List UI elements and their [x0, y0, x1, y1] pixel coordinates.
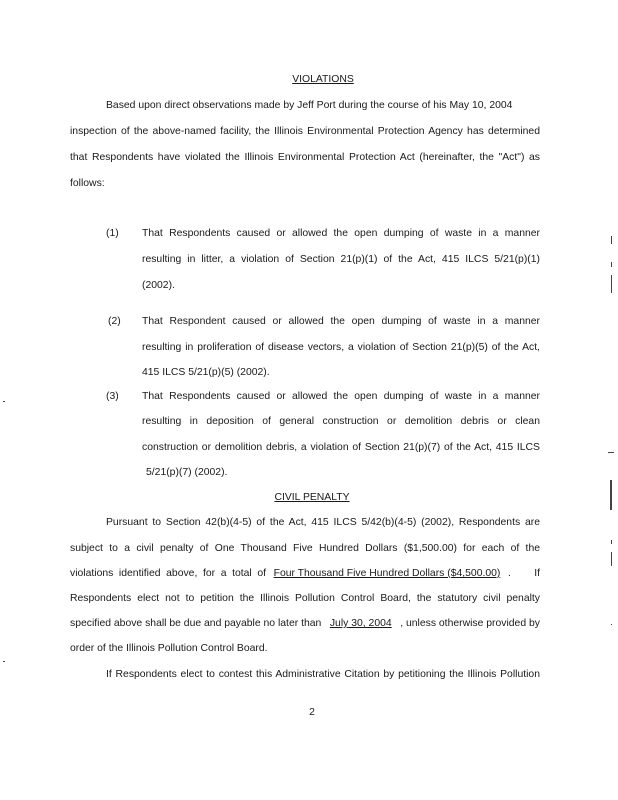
violation-item-3-line-2: resulting in deposition of general construction or demolition debris or clean [142, 416, 540, 427]
scan-artifact-mark [611, 236, 612, 244]
intro-line-4: follows: [70, 178, 105, 189]
scan-artifact-mark [611, 262, 612, 267]
violation-item-3-number: (3) [106, 391, 119, 402]
violation-item-1-line-3: (2002). [142, 280, 175, 291]
violation-item-3-line-1: That Respondents caused or allowed the open dumping of waste in a manner [142, 391, 540, 402]
intro-line-3: that Respondents have violated the Illinois Environmental Protection Act (hereinafter, the "Act") as [70, 152, 540, 163]
civil-penalty-line-4: Respondents elect not to petition the Illinois Pollution Control Board, the statutory civil penalty [70, 593, 540, 604]
scan-artifact-mark [3, 661, 5, 662]
scan-artifact-mark [608, 452, 614, 453]
violation-item-2-line-2: resulting in proliferation of disease vectors, a violation of Section 21(p)(5) of the Act, [142, 342, 540, 353]
civil-penalty-line-6: order of the Illinois Pollution Control Board. [70, 643, 268, 654]
violation-item-2-number: (2) [108, 316, 121, 327]
intro-line-2: inspection of the above-named facility, the Illinois Environmental Protection Agency has determined [70, 126, 540, 137]
civil-penalty-line-7: If Respondents elect to contest this Administrative Citation by petitioning the Illinois Pollution [106, 669, 540, 680]
page-number: 2 [309, 707, 315, 718]
civil-penalty-line-3-suffix: . If [507, 568, 540, 579]
scan-artifact-mark [611, 540, 612, 544]
scan-artifact-mark [610, 480, 612, 510]
scan-artifact-mark [611, 275, 612, 293]
scan-artifact-mark [611, 624, 612, 625]
intro-line-1: Based upon direct observations made by Jeff Port during the course of his May 10, 2004 [106, 100, 513, 111]
violations-heading: VIOLATIONS [292, 74, 354, 85]
civil-penalty-line-5 [70, 617, 540, 630]
civil-penalty-line-5-prefix: specified above shall be due and payable no later than [70, 618, 322, 629]
civil-penalty-line-3-prefix: violations identified above, for a total of [70, 568, 266, 579]
civil-penalty-line-3 [70, 567, 540, 580]
violation-item-1-number: (1) [106, 228, 119, 239]
violation-item-3-line-4: 5/21(p)(7) (2002). [146, 467, 228, 478]
violation-item-2-line-1: That Respondent caused or allowed the open dumping of waste in a manner [142, 316, 540, 327]
scan-artifact-mark [611, 552, 612, 566]
violation-item-1-line-2: resulting in litter, a violation of Section 21(p)(1) of the Act, 415 ILCS 5/21(p)(1) [142, 254, 540, 265]
civil-penalty-line-1: Pursuant to Section 42(b)(4-5) of the Act, 415 ILCS 5/42(b)(4-5) (2002), Respondents are [106, 517, 540, 528]
violation-item-1-line-1: That Respondents caused or allowed the open dumping of waste in a manner [142, 228, 540, 239]
violation-item-2-line-3: 415 ILCS 5/21(p)(5) (2002). [142, 367, 270, 378]
civil-penalty-line-2: subject to a civil penalty of One Thousand Five Hundred Dollars ($1,500.00) for each of the [70, 543, 540, 554]
civil-penalty-line-5-suffix: , unless otherwise provided by [400, 618, 540, 629]
violation-item-3-line-3: construction or demolition debris, a violation of Section 21(p)(7) of the Act, 415 ILCS [142, 442, 540, 453]
scan-artifact-mark [3, 401, 5, 402]
total-penalty-amount: Four Thousand Five Hundred Dollars ($4,500.00) [273, 568, 501, 579]
civil-penalty-heading: CIVIL PENALTY [274, 492, 350, 503]
payment-due-date: July 30, 2004 [329, 618, 392, 629]
